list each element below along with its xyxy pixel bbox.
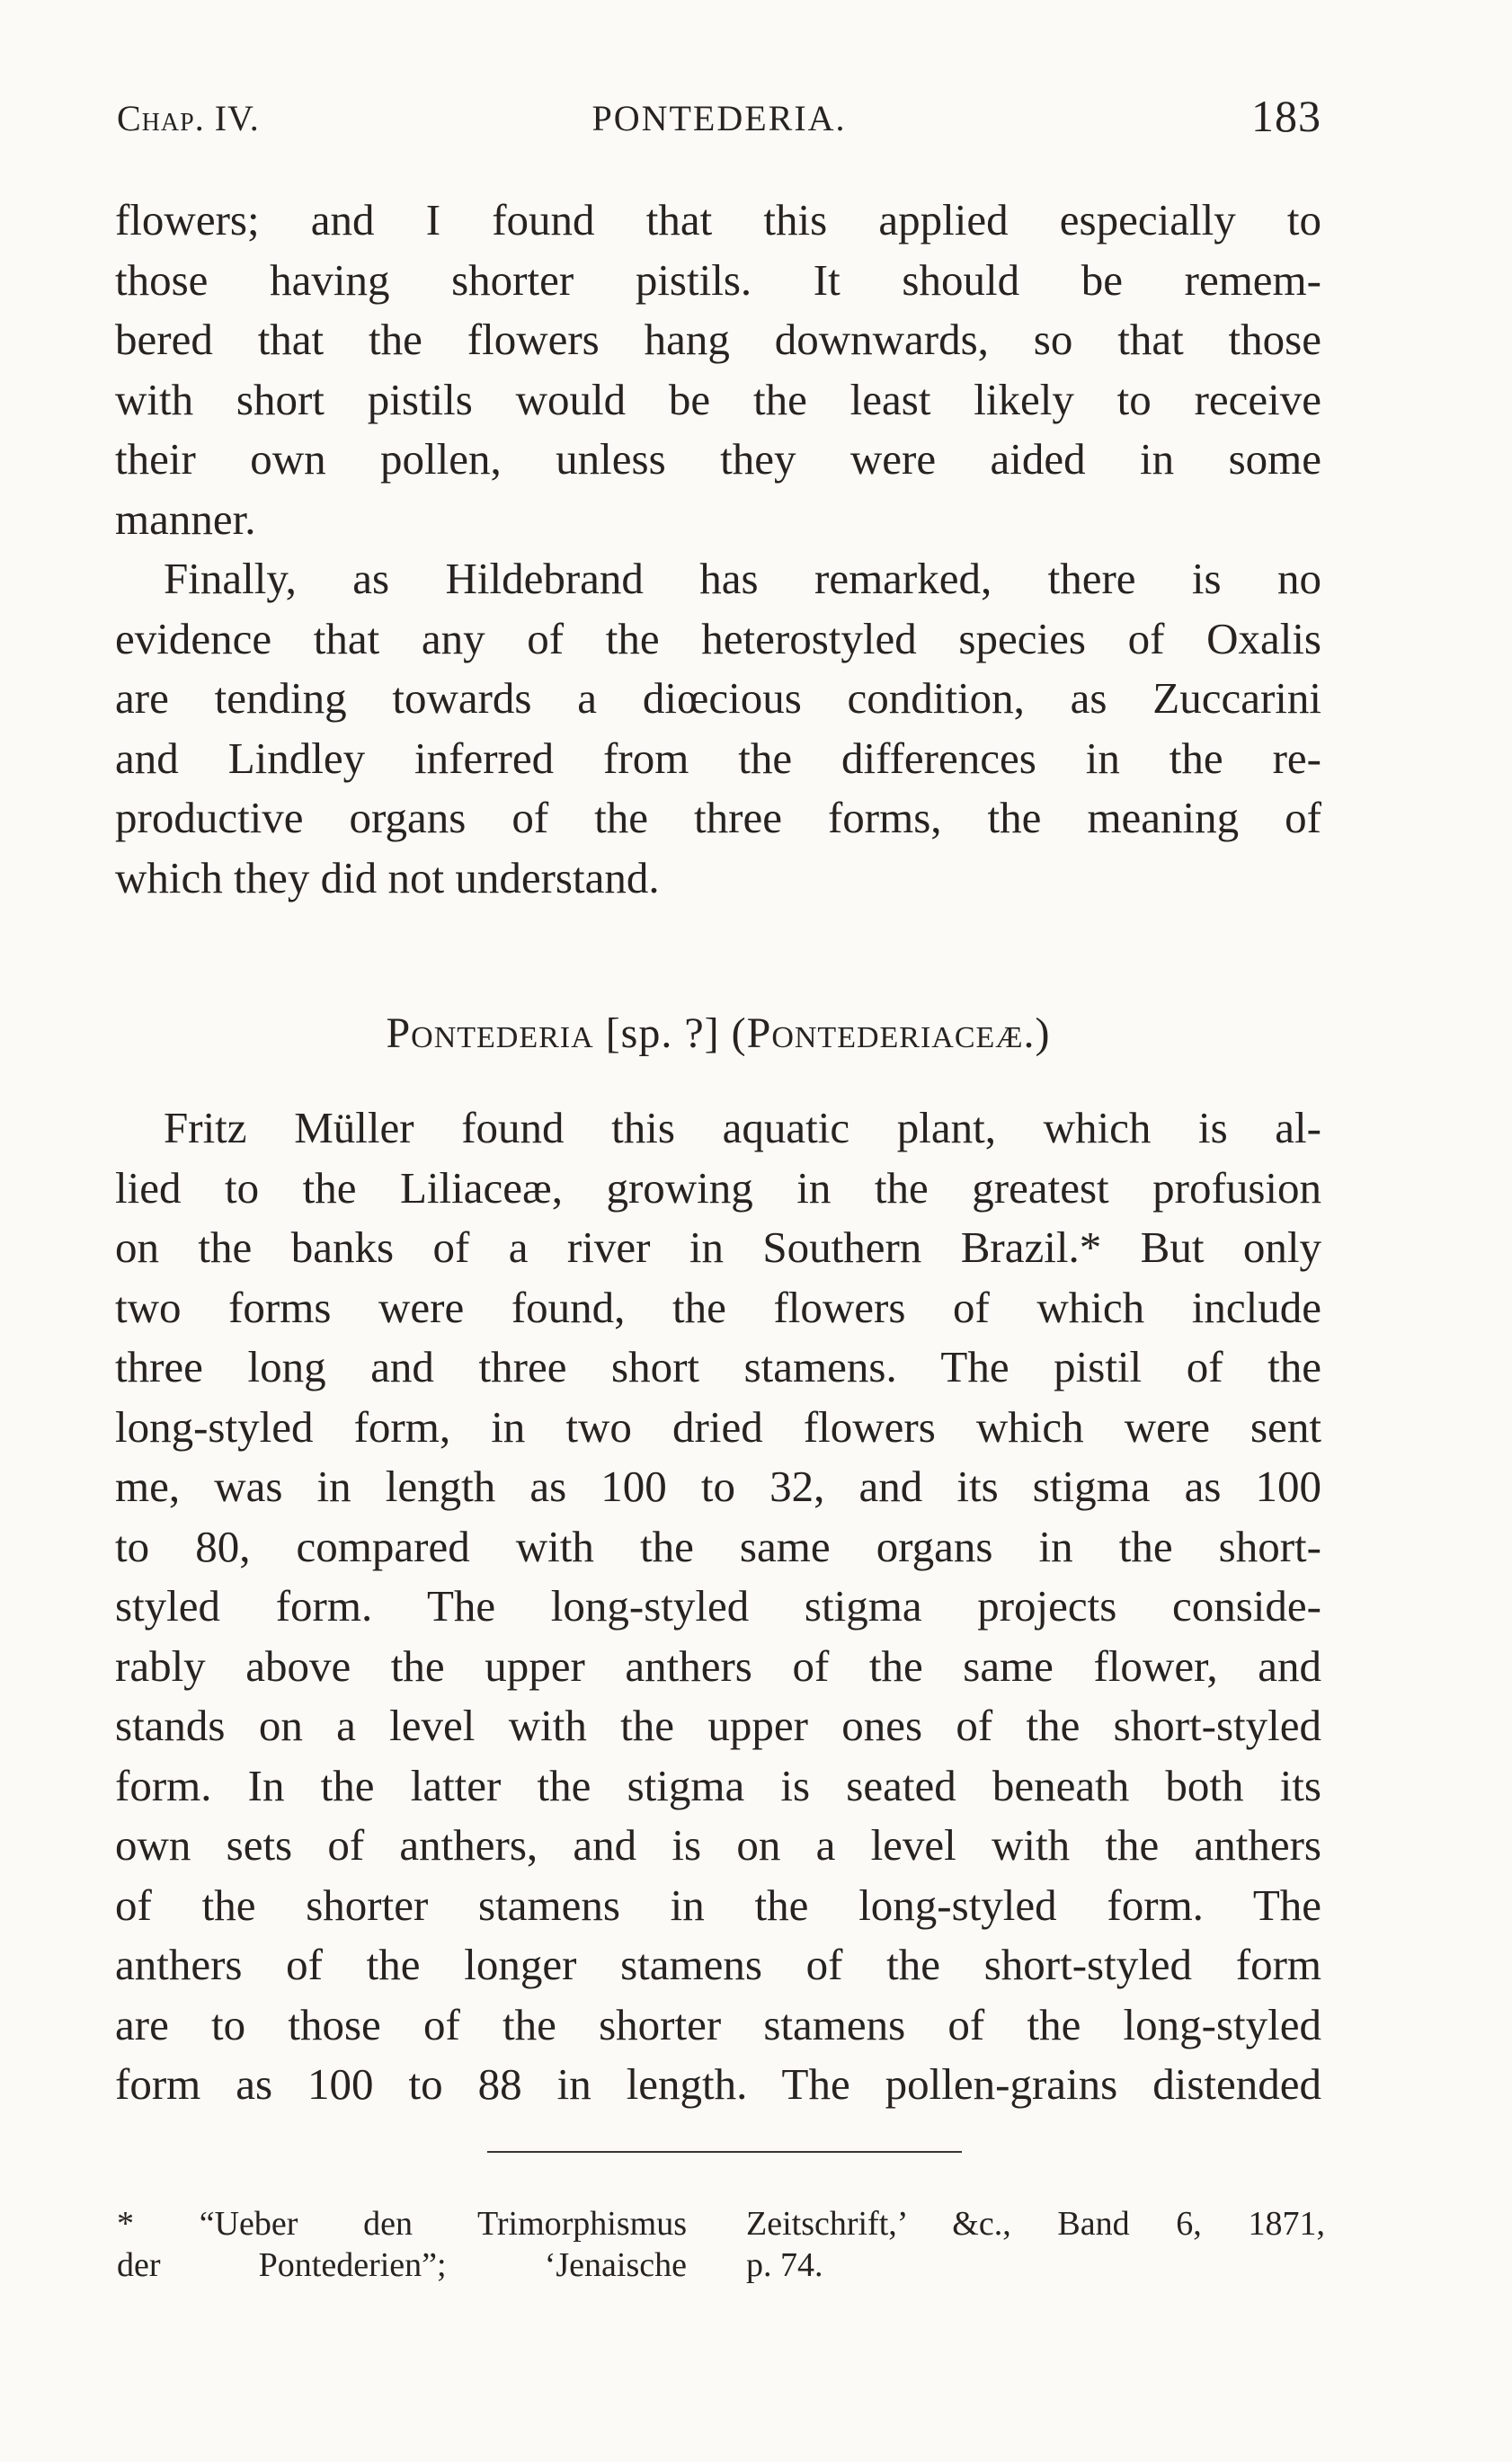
text-line: are tending towards a diœcious condition, as Zuccarini <box>115 673 1321 723</box>
heading-family: (Pontederiaceæ.) <box>731 1009 1051 1057</box>
footnote-line: p. 74. <box>746 2246 823 2284</box>
text-line: Fritz Müller found this aquatic plant, which is al- <box>164 1103 1321 1152</box>
running-title: PONTEDERIA. <box>591 98 847 138</box>
text-line: those having shorter pistils. It should be remem- <box>115 254 1321 305</box>
text-line: manner. <box>115 493 256 544</box>
heading-species: [sp. ?] <box>605 1009 720 1057</box>
footnote-column-right <box>746 2203 1325 2286</box>
section-heading <box>115 1009 1321 1058</box>
chapter-label: Chap. IV. <box>117 98 260 138</box>
running-head <box>117 91 1321 151</box>
heading-genus: Pontederia <box>386 1009 594 1057</box>
text-line: lied to the Liliaceæ, growing in the greatest profusion <box>115 1162 1321 1213</box>
text-line: with short pistils would be the least likely to receive <box>115 374 1321 424</box>
text-line: form. In the latter the stigma is seated beneath both its <box>115 1760 1321 1810</box>
text-line: three long and three short stamens. The pistil of the <box>115 1342 1321 1391</box>
paragraph-2 <box>115 549 1321 908</box>
footnote-line: der Pontederien”; ‘Jenaische <box>117 2246 687 2284</box>
text-line: are to those of the shorter stamens of the long-styled <box>115 1999 1321 2049</box>
text-line: bered that the flowers hang downwards, so that those <box>115 315 1321 364</box>
text-line: long-styled form, in two dried flowers which were sent <box>115 1401 1321 1452</box>
text-line: Finally, as Hildebrand has remarked, there is no <box>164 554 1321 603</box>
text-line: to 80, compared with the same organs in the short- <box>115 1521 1321 1571</box>
footnote-line: * “Ueber den Trimorphismus <box>117 2205 687 2243</box>
text-line: of the shorter stamens in the long-styled form. The <box>115 1880 1321 1930</box>
footnote-divider <box>487 2151 962 2153</box>
text-line: me, was in length as 100 to 32, and its stigma as 100 <box>115 1462 1321 1511</box>
text-line: styled form. The long-styled stigma projects conside- <box>115 1581 1321 1631</box>
text-line: own sets of anthers, and is on a level with the anthers <box>115 1820 1321 1870</box>
footnote-line: Zeitschrift,’ &c., Band 6, 1871, <box>746 2205 1325 2243</box>
text-line: flowers; and I found that this applied especially to <box>115 195 1321 244</box>
text-line: and Lindley inferred from the differences in the re- <box>115 733 1321 783</box>
text-line: their own pollen, unless they were aided in some <box>115 434 1321 484</box>
text-line: two forms were found, the flowers of which include <box>115 1282 1321 1332</box>
text-line: stands on a level with the upper ones of the short-styled <box>115 1701 1321 1750</box>
footnote-column-left <box>117 2203 687 2286</box>
text-line: anthers of the longer stamens of the short-styled form <box>115 1940 1321 1989</box>
text-line: productive organs of the three forms, the meaning of <box>115 793 1321 842</box>
paragraph-1 <box>115 191 1321 549</box>
text-line: which they did not understand. <box>115 852 660 902</box>
text-line: on the banks of a river in Southern Brazil.* But only <box>115 1222 1321 1272</box>
text-line: rably above the upper anthers of the same flower, and <box>115 1640 1321 1691</box>
page-number: 183 <box>1251 91 1321 141</box>
paragraph-3 <box>115 1098 1321 2115</box>
text-line: form as 100 to 88 in length. The pollen-grains distended <box>115 2059 1321 2109</box>
text-line: evidence that any of the heterostyled species of Oxalis <box>115 613 1321 663</box>
